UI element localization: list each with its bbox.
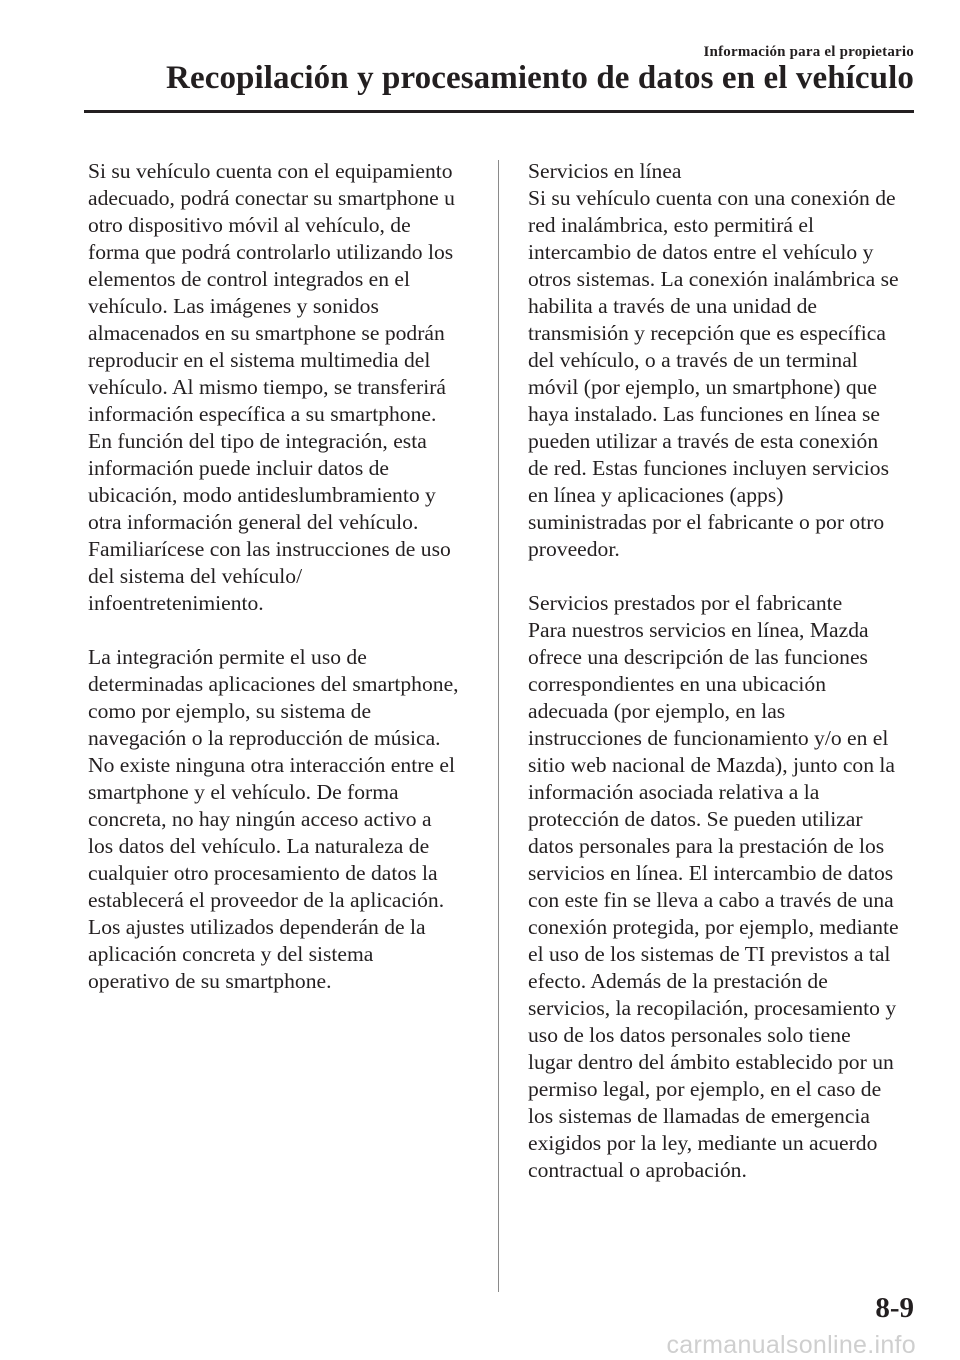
text-line: otros sistemas. La conexión inalámbrica se [528,267,899,291]
text-line: Si su vehículo cuenta con el equipamiento [88,159,453,183]
text-line: protección de datos. Se pueden utilizar [528,807,863,831]
text-line: Servicios en línea [528,159,682,183]
text-line: los sistemas de llamadas de emergencia [528,1104,870,1128]
text-line: Para nuestros servicios en línea, Mazda [528,618,869,642]
column-divider [498,160,499,1292]
text-line: establecerá el proveedor de la aplicación. [88,888,445,912]
text-line: ubicación, modo antideslumbramiento y [88,483,436,507]
text-line: cualquier otro procesamiento de datos la [88,861,438,885]
text-line: Si su vehículo cuenta con una conexión de [528,186,896,210]
text-line: vehículo. Las imágenes y sonidos [88,294,379,318]
text-line: servicios, la recopilación, procesamiento y [528,996,897,1020]
text-line: del sistema del vehículo/ [88,564,303,588]
paragraph [88,158,480,617]
text-line: transmisión y recepción que es específica [528,321,886,345]
text-line: haya instalado. Las funciones en línea se [528,402,880,426]
text-line: permiso legal, por ejemplo, en el caso de [528,1077,882,1101]
text-line: intercambio de datos entre el vehículo y [528,240,874,264]
text-line: uso de los datos personales solo tiene [528,1023,851,1047]
text-line: servicios en línea. El intercambio de datos [528,861,894,885]
title-rule [84,110,914,113]
text-line: aplicación concreta y del sistema [88,942,374,966]
text-line: forma que podrá controlarlo utilizando los [88,240,454,264]
text-line: proveedor. [528,537,620,561]
text-line: otra información general del vehículo. [88,510,419,534]
text-line: Familiarícese con las instrucciones de uso [88,537,451,561]
text-line: En función del tipo de integración, esta [88,429,427,453]
text-line: como por ejemplo, su sistema de [88,699,372,723]
text-line: conexión protegida, por ejemplo, mediante [528,915,899,939]
text-line: Los ajustes utilizados dependerán de la [88,915,426,939]
text-line: infoentretenimiento. [88,591,264,615]
text-line: Servicios prestados por el fabricante [528,591,843,615]
text-line: determinadas aplicaciones del smartphone, [88,672,459,696]
text-line: exigidos por la ley, mediante un acuerdo [528,1131,878,1155]
text-line: vehículo. Al mismo tiempo, se transferirá [88,375,447,399]
text-line: con este fin se lleva a cabo a través de una [528,888,894,912]
text-line: en línea y aplicaciones (apps) [528,483,784,507]
right-column [528,158,920,1211]
text-line: los datos del vehículo. La naturaleza de [88,834,430,858]
text-line: navegación o la reproducción de música. [88,726,441,750]
text-line: reproducir en el sistema multimedia del [88,348,431,372]
page-number: 8-9 [875,1292,914,1324]
text-line: información asociada relativa a la [528,780,820,804]
text-line: del vehículo, o a través de un terminal [528,348,858,372]
text-line: adecuado, podrá conectar su smartphone u [88,186,455,210]
text-line: No existe ninguna otra interacción entre el [88,753,455,777]
text-line: ofrece una descripción de las funciones [528,645,868,669]
text-line: adecuada (por ejemplo, en las [528,699,786,723]
watermark: carmanualsonline.info [666,1331,916,1359]
text-line: habilita a través de una unidad de [528,294,818,318]
text-line: almacenados en su smartphone se podrán [88,321,445,345]
text-line: efecto. Además de la prestación de [528,969,828,993]
text-line: operativo de su smartphone. [88,969,332,993]
text-line: concreta, no hay ningún acceso activo a [88,807,432,831]
text-line: correspondientes en una ubicación [528,672,827,696]
text-line: elementos de control integrados en el [88,267,410,291]
text-line: otro dispositivo móvil al vehículo, de [88,213,411,237]
text-line: información específica a su smartphone. [88,402,437,426]
text-line: el uso de los sistemas de TI previstos a tal [528,942,891,966]
paragraph [88,644,480,995]
text-line: suministradas por el fabricante o por otro [528,510,885,534]
text-line: smartphone y el vehículo. De forma [88,780,399,804]
text-line: pueden utilizar a través de esta conexión [528,429,879,453]
text-line: datos personales para la prestación de los [528,834,885,858]
left-column [88,158,480,1022]
page-title: Recopilación y procesamiento de datos en el vehículo [166,60,914,96]
text-line: instrucciones de funcionamiento y/o en el [528,726,889,750]
text-line: contractual o aprobación. [528,1158,747,1182]
paragraph [528,590,920,1184]
text-line: La integración permite el uso de [88,645,367,669]
text-line: red inalámbrica, esto permitirá el [528,213,814,237]
section-label: Información para el propietario [703,44,914,60]
text-line: lugar dentro del ámbito establecido por un [528,1050,894,1074]
text-line: información puede incluir datos de [88,456,390,480]
text-line: sitio web nacional de Mazda), junto con la [528,753,895,777]
text-line: móvil (por ejemplo, un smartphone) que [528,375,878,399]
text-line: de red. Estas funciones incluyen servicios [528,456,889,480]
paragraph [528,158,920,563]
